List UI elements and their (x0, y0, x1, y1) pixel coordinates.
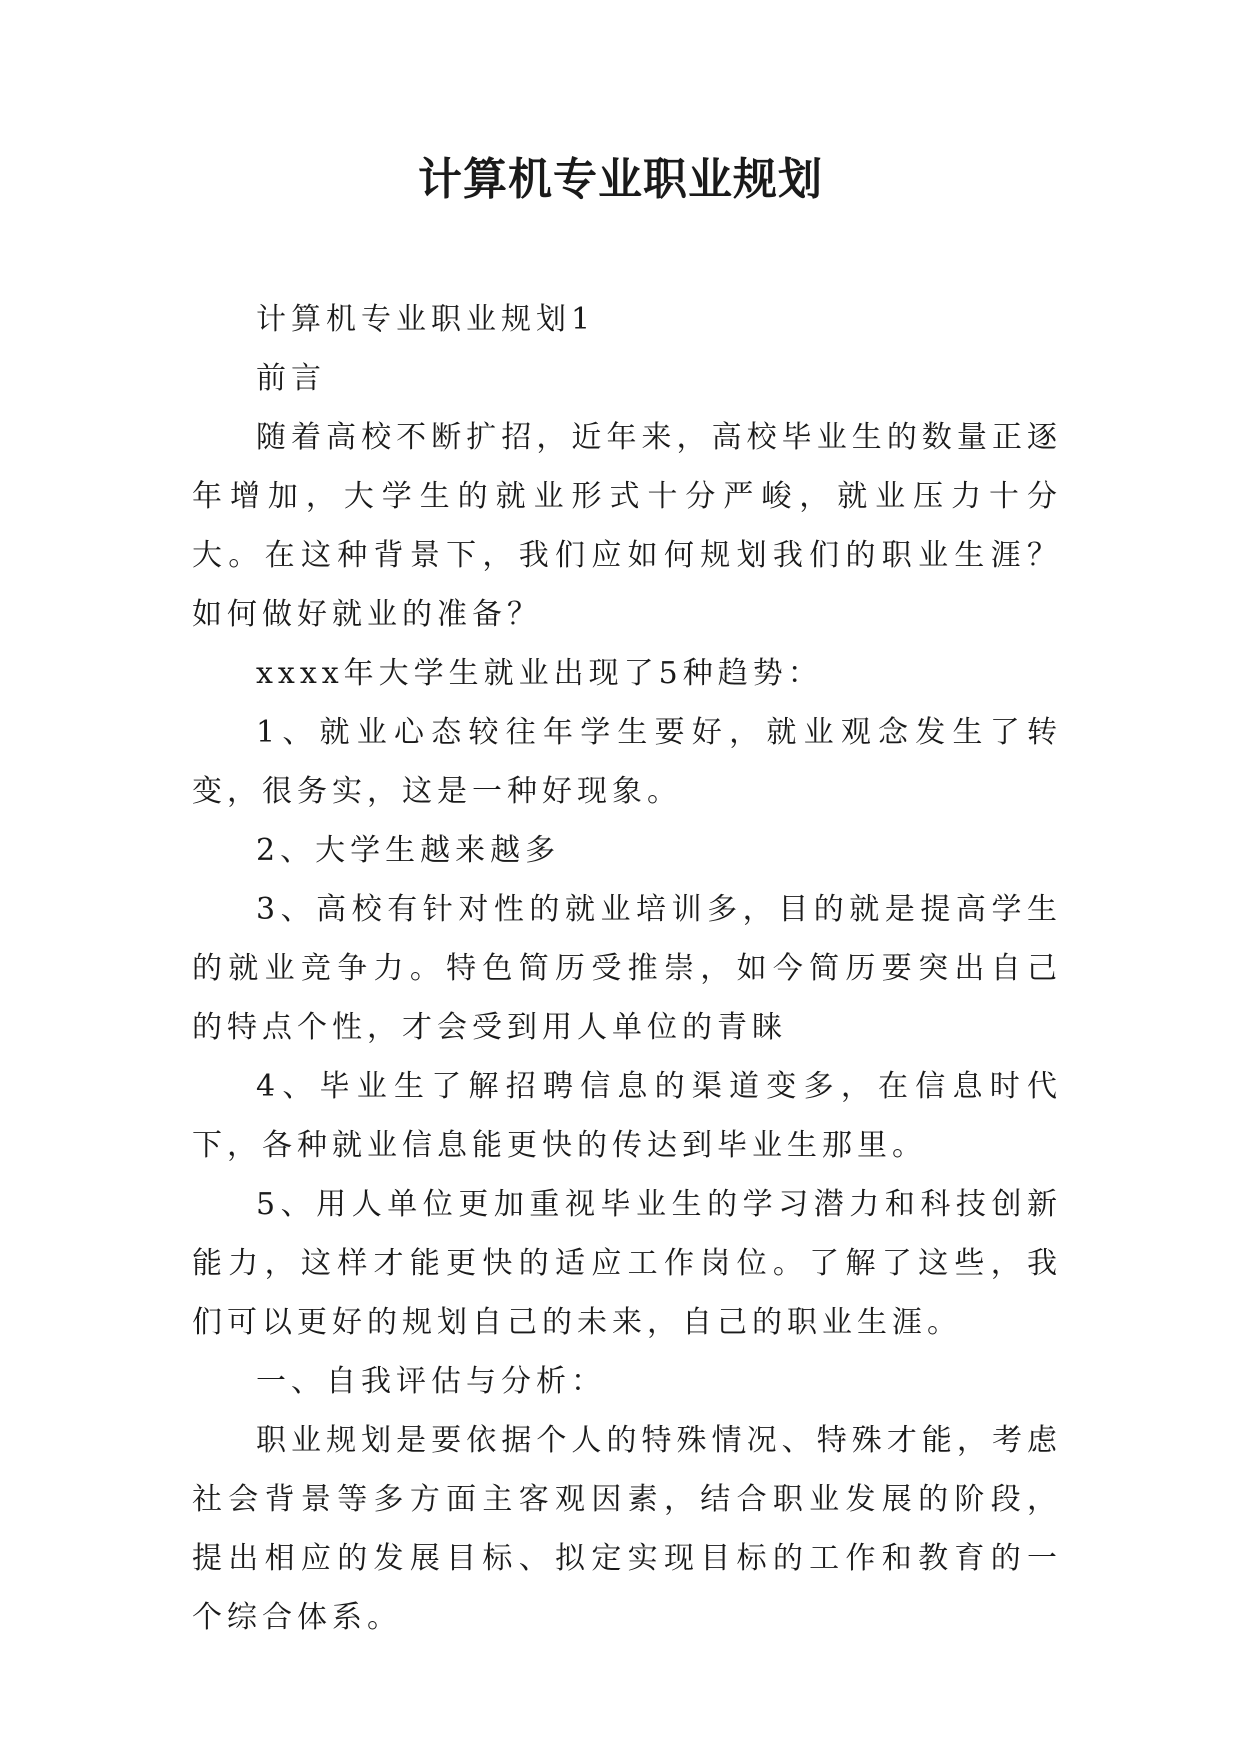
paragraph: 职业规划是要依据个人的特殊情况、特殊才能，考虑社会背景等多方面主客观因素，结合职业发展的阶段，提出相应的发展目标、拟定实现目标的工作和教育的一个综合体系。 (192, 1423, 1062, 1635)
paragraph: 随着高校不断扩招，近年来，高校毕业生的数量正逐年增加，大学生的就业形式十分严峻，就业压力十分大。在这种背景下，我们应如何规划我们的职业生涯？如何做好就业的准备？ (192, 420, 1062, 632)
paragraph: xxxx年大学生就业出现了5种趋势： (256, 656, 823, 691)
list-item: 5、用人单位更加重视毕业生的学习潜力和科技创新能力，这样才能更快的适应工作岗位。了解了这些，我们可以更好的规划自己的未来，自己的职业生涯。 (192, 1187, 1062, 1340)
list-item: 2、大学生越来越多 (256, 833, 561, 868)
subsection-heading: 一、自我评估与分析： (256, 1364, 606, 1399)
document-body (192, 290, 1062, 1647)
list-item: 3、高校有针对性的就业培训多，目的就是提高学生的就业竞争力。特色简历受推崇，如今简历要突出自己的特点个性，才会受到用人单位的青睐 (192, 892, 1062, 1045)
section-heading: 计算机专业职业规划1 (256, 302, 596, 337)
list-item: 4、毕业生了解招聘信息的渠道变多，在信息时代下，各种就业信息能更快的传达到毕业生那里。 (192, 1069, 1062, 1163)
document-title: 计算机专业职业规划 (418, 154, 823, 205)
list-item: 1、就业心态较往年学生要好，就业观念发生了转变，很务实，这是一种好现象。 (192, 715, 1062, 809)
preface-heading: 前言 (256, 361, 326, 396)
